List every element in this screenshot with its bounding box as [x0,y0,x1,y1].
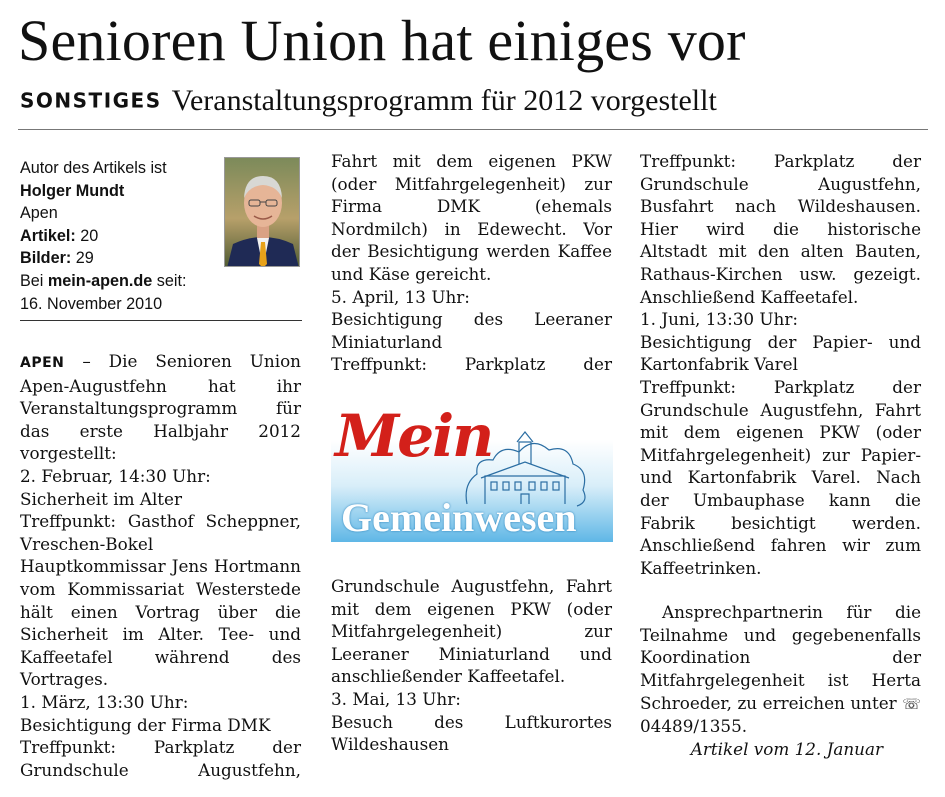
event-2-body: Treffpunkt: Parkplatz der Grundschule Augustfehn, [20,737,301,780]
column-2-bottom [331,575,612,756]
column-1 [20,350,301,781]
event-5-date: 1. Juni, 13:30 Uhr: [640,309,799,330]
column-3 [640,150,921,760]
author-photo [224,157,300,267]
dateline: APEN [20,355,65,371]
event-3-body-continued: Grundschule Augustfehn, Fahrt mit dem eigenen PKW (oder Mitfahrgelegenheit) zur Leeraner Miniaturland und anschließender Kaffeetafel. [331,576,612,687]
contact-text: Ansprechpartnerin für die Teilnahme und gegebenenfalls Koordination der Mitfahrgelegenheit ist Herta Schroeder, zu erreichen unter [640,602,921,713]
event-3-body: Treffpunkt: Parkplatz der [331,354,612,375]
since-prefix: Bei [20,271,44,290]
event-1-body: Treffpunkt: Gasthof Scheppner, Vreschen-Bokel Hauptkommissar Jens Hortmann vom Kommissariat Westerstede hält einen Vortrag über die Sicherheit im Alter. Tee- und Kaffeetafel während des Vortrages. [20,511,301,690]
event-1-title: Sicherheit im Alter [20,488,183,509]
event-3-title: Besichtigung des Leeraner Miniaturland [331,309,612,352]
subtitle: Veranstaltungsprogramm für 2012 vorgestellt [171,83,717,117]
author-intro: Autor des Artikels ist [20,159,167,177]
header-rule [18,129,928,130]
pictures-label: Bilder: [20,249,72,268]
article-date: Artikel vom 12. Januar [690,738,883,759]
section-kicker: SONSTIGES [20,88,162,113]
event-5-title: Besichtigung der Papier- und Kartonfabrik Varel [640,331,921,375]
author-name[interactable]: Holger Mundt [20,181,125,200]
author-place: Apen [20,204,58,223]
column-2-top [331,150,612,376]
since-suffix: seit: [156,271,187,290]
event-4-date: 3. Mai, 13 Uhr: [331,688,461,709]
event-2-title: Besichtigung der Firma DMK [20,714,271,735]
event-2-date: 1. März, 13:30 Uhr: [20,691,189,712]
articles-count: 20 [80,226,99,245]
logo-gemeinwesen-text: Gemeinwesen [341,495,577,540]
since-date: 16. November 2010 [20,294,163,313]
subheadline [20,80,930,121]
event-2-continued: Fahrt mit dem eigenen PKW (oder Mitfahrgelegenheit) zur Firma DMK (ehemals Nordmilch) in Edewecht. Vor der Besichtigung werden Kaffee und Käse gereicht. [331,151,612,284]
phone-icon: ☏ [902,694,921,713]
event-3-date: 5. April, 13 Uhr: [331,286,470,307]
phone-number[interactable]: 04489/1355. [640,716,748,737]
pictures-count: 29 [75,249,94,268]
headline: Senioren Union hat einiges vor [18,8,746,73]
site-link[interactable]: mein-apen.de [47,271,153,290]
portrait-image [225,158,300,267]
event-4-title: Besuch des Luftkurortes Wildeshausen [331,711,612,755]
contact-paragraph [640,601,921,738]
event-4-body: Treffpunkt: Parkplatz der Grundschule Augustfehn, Busfahrt nach Wildeshausen. Hier wird die historische Altstadt mit den alten Bauten, Rathaus-Kirchen usw. gezeigt. Anschließend Kaffeetafel. [640,151,921,307]
author-box [20,157,302,321]
intro-text: – Die Senioren Union Apen-Augustfehn hat ihr Veranstaltungsprogramm für das erste Halbjahr 2012 vorgestellt: [20,351,301,464]
mein-gemeinwesen-logo[interactable] [331,402,613,542]
event-5-body: Treffpunkt: Parkplatz der Grundschule Augustfehn, Fahrt mit dem eigenen PKW (oder Mitfahrgelegenheit) zur Papier- und Kartonfabrik Varel. Nach der Umbauphase kann die Fabrik besichtigt werden. Anschließend fahren wir zum Kaffeetrinken. [640,376,921,578]
logo-mein-text: Mein [335,402,493,470]
event-1-date: 2. Februar, 14:30 Uhr: [20,465,211,486]
articles-label: Artikel: [20,226,76,245]
